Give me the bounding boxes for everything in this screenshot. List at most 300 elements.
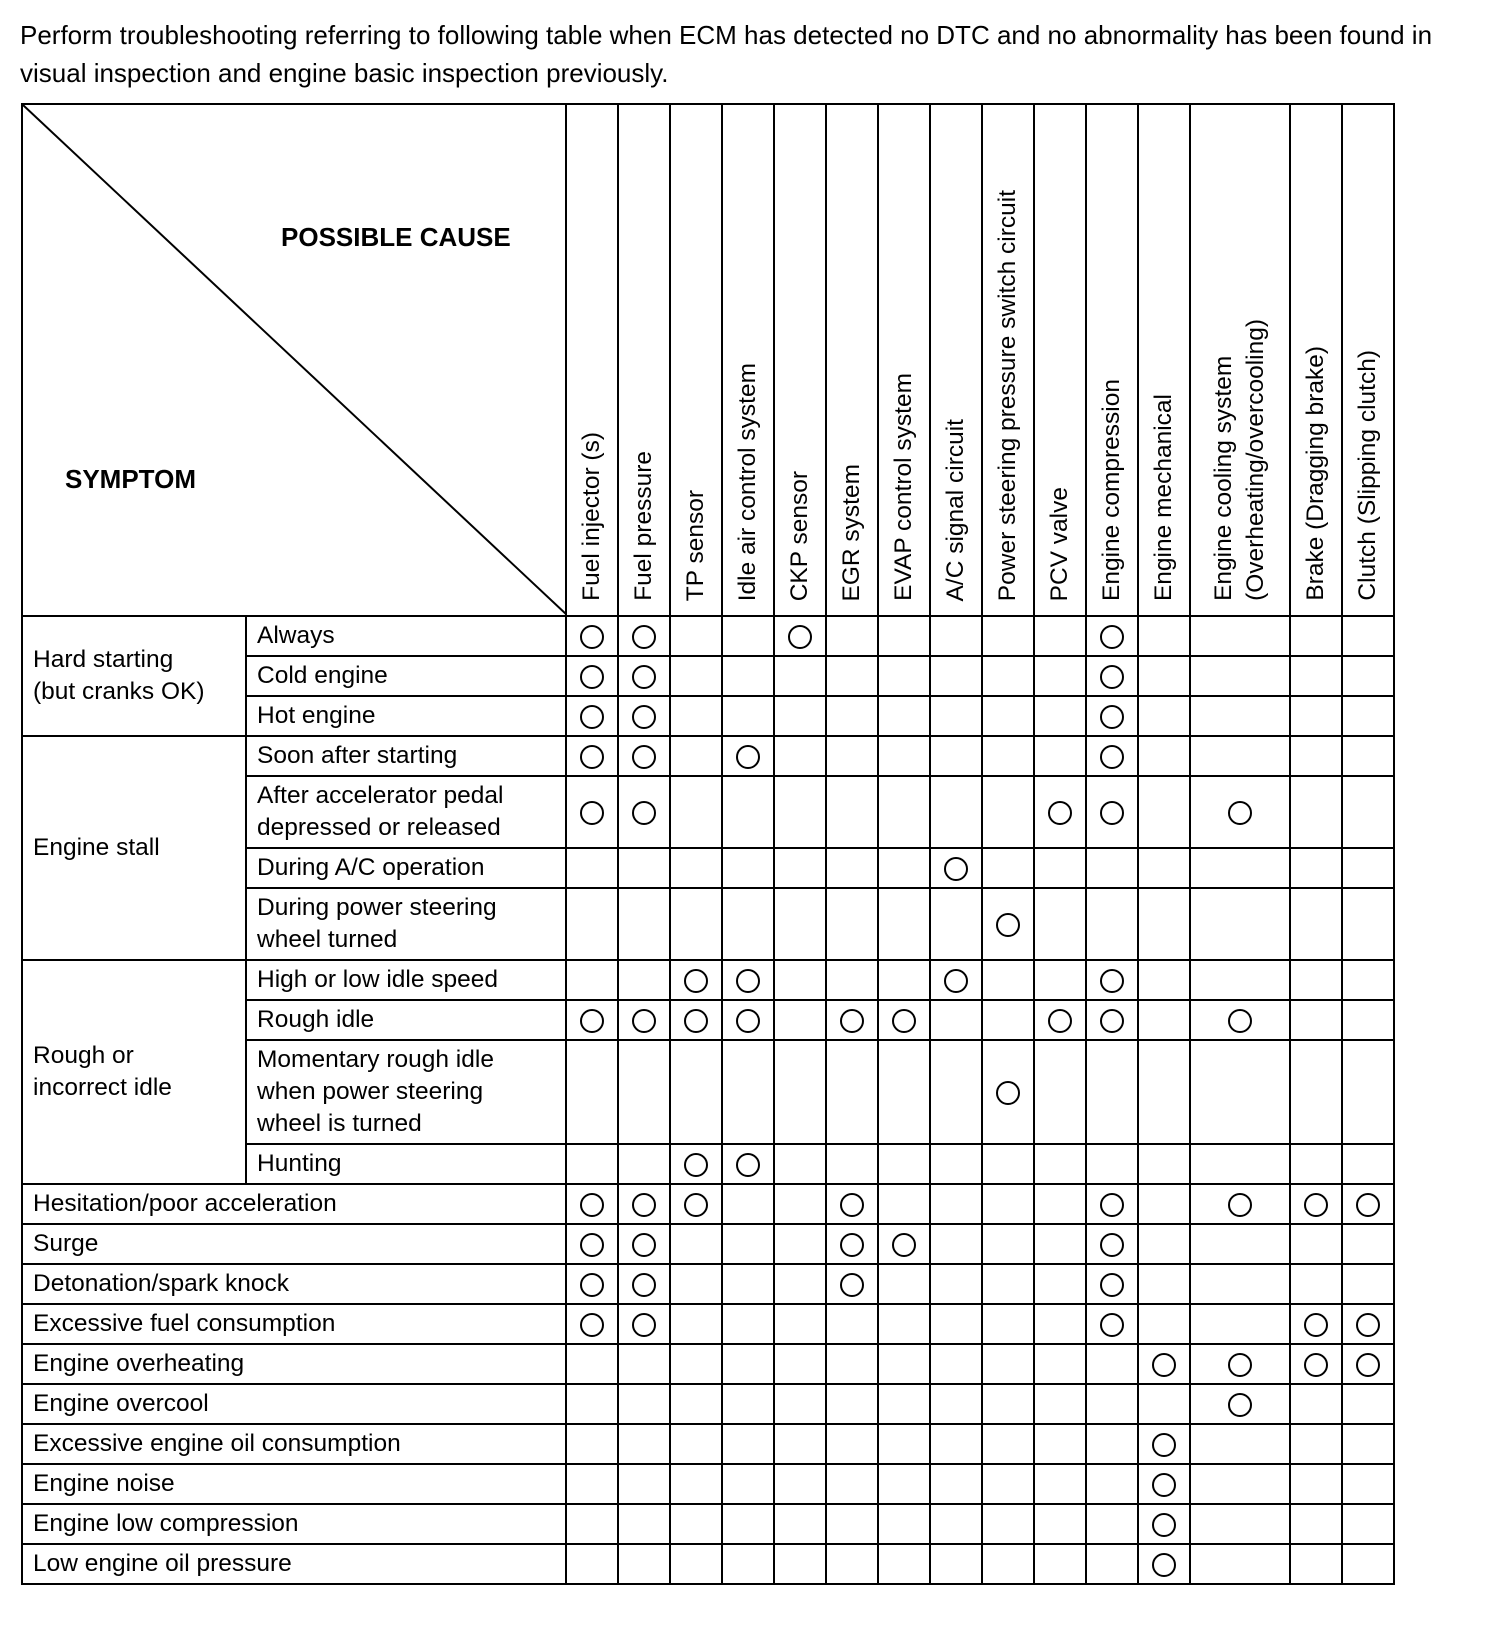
mark-cell xyxy=(930,776,982,848)
mark-cell xyxy=(618,1184,670,1224)
mark-cell xyxy=(670,656,722,696)
mark-cell xyxy=(566,1464,618,1504)
mark-cell xyxy=(722,1344,774,1384)
mark-cell xyxy=(1190,1544,1290,1584)
mark-cell xyxy=(982,776,1034,848)
mark-cell xyxy=(1342,960,1394,1000)
circle-mark-icon xyxy=(1152,1353,1176,1377)
circle-mark-icon xyxy=(1100,1313,1124,1337)
mark-cell xyxy=(982,1544,1034,1584)
mark-cell xyxy=(1138,1000,1190,1040)
circle-mark-icon xyxy=(684,1153,708,1177)
mark-cell xyxy=(878,1424,930,1464)
mark-cell xyxy=(1034,1264,1086,1304)
mark-cell xyxy=(1086,776,1138,848)
mark-cell xyxy=(1290,1040,1342,1144)
circle-mark-icon xyxy=(996,913,1020,937)
mark-cell xyxy=(1290,1464,1342,1504)
mark-cell xyxy=(1190,616,1290,656)
symptom-label: After accelerator pedal depressed or released xyxy=(246,776,566,848)
mark-cell xyxy=(1138,1464,1190,1504)
mark-cell xyxy=(878,1264,930,1304)
circle-mark-icon xyxy=(1048,1009,1072,1033)
mark-cell xyxy=(826,616,878,656)
mark-cell xyxy=(826,1384,878,1424)
mark-cell xyxy=(826,736,878,776)
cause-header-engine-mechanical xyxy=(1138,104,1190,616)
mark-cell xyxy=(1138,1344,1190,1384)
mark-cell xyxy=(1190,1224,1290,1264)
mark-cell xyxy=(1034,616,1086,656)
mark-cell xyxy=(618,1304,670,1344)
mark-cell xyxy=(826,1424,878,1464)
mark-cell xyxy=(618,656,670,696)
mark-cell xyxy=(1086,616,1138,656)
mark-cell xyxy=(618,1384,670,1424)
mark-cell xyxy=(670,1144,722,1184)
mark-cell xyxy=(1086,1504,1138,1544)
mark-cell xyxy=(1138,1224,1190,1264)
mark-cell xyxy=(982,1000,1034,1040)
mark-cell xyxy=(1342,656,1394,696)
mark-cell xyxy=(670,1000,722,1040)
mark-cell xyxy=(982,1384,1034,1424)
mark-cell xyxy=(774,1000,826,1040)
mark-cell xyxy=(826,1544,878,1584)
circle-mark-icon xyxy=(944,969,968,993)
mark-cell xyxy=(1034,1344,1086,1384)
circle-mark-icon xyxy=(1100,1273,1124,1297)
mark-cell xyxy=(722,1384,774,1424)
mark-cell xyxy=(826,1504,878,1544)
mark-cell xyxy=(774,1464,826,1504)
symptom-group-rough-idle: Rough or incorrect idle xyxy=(22,960,246,1184)
circle-mark-icon xyxy=(840,1193,864,1217)
symptom-row-engine-low-compression xyxy=(22,1504,1394,1544)
mark-cell xyxy=(618,1040,670,1144)
mark-cell xyxy=(930,1504,982,1544)
mark-cell xyxy=(618,1504,670,1544)
mark-cell xyxy=(722,960,774,1000)
circle-mark-icon xyxy=(840,1233,864,1257)
symptom-label: During A/C operation xyxy=(246,848,566,888)
mark-cell xyxy=(1138,696,1190,736)
mark-cell xyxy=(1342,1264,1394,1304)
symptom-row-engine-overcool xyxy=(22,1384,1394,1424)
mark-cell xyxy=(1190,1424,1290,1464)
mark-cell xyxy=(618,736,670,776)
mark-cell xyxy=(1190,696,1290,736)
circle-mark-icon xyxy=(736,969,760,993)
circle-mark-icon xyxy=(632,1313,656,1337)
circle-mark-icon xyxy=(1228,1009,1252,1033)
mark-cell xyxy=(722,1464,774,1504)
mark-cell xyxy=(1190,1304,1290,1344)
cause-label: EGR system xyxy=(838,463,865,601)
mark-cell xyxy=(618,1344,670,1384)
mark-cell xyxy=(982,736,1034,776)
circle-mark-icon xyxy=(632,745,656,769)
mark-cell xyxy=(1086,1000,1138,1040)
mark-cell xyxy=(722,888,774,960)
cause-label: A/C signal circuit xyxy=(942,418,969,601)
circle-mark-icon xyxy=(580,1273,604,1297)
mark-cell xyxy=(566,1184,618,1224)
mark-cell xyxy=(722,696,774,736)
mark-cell xyxy=(982,696,1034,736)
circle-mark-icon xyxy=(892,1009,916,1033)
mark-cell xyxy=(670,888,722,960)
mark-cell xyxy=(1034,1040,1086,1144)
cause-header-engine-cooling-system-overheating-overcooling xyxy=(1190,104,1290,616)
mark-cell xyxy=(982,848,1034,888)
mark-cell xyxy=(774,616,826,656)
mark-cell xyxy=(930,736,982,776)
mark-cell xyxy=(1034,1304,1086,1344)
mark-cell xyxy=(1034,1144,1086,1184)
mark-cell xyxy=(826,1184,878,1224)
circle-mark-icon xyxy=(1100,801,1124,825)
cause-header-evap-control-system xyxy=(878,104,930,616)
symptom-label: Low engine oil pressure xyxy=(22,1544,566,1584)
mark-cell xyxy=(930,848,982,888)
mark-cell xyxy=(1290,1224,1342,1264)
symptom-row-low-engine-oil-pressure xyxy=(22,1544,1394,1584)
mark-cell xyxy=(1190,736,1290,776)
mark-cell xyxy=(1290,736,1342,776)
mark-cell xyxy=(1190,1384,1290,1424)
symptom-row-detonation-spark-knock xyxy=(22,1264,1394,1304)
mark-cell xyxy=(1086,1184,1138,1224)
mark-cell xyxy=(1138,1040,1190,1144)
mark-cell xyxy=(1034,696,1086,736)
mark-cell xyxy=(1190,1144,1290,1184)
mark-cell xyxy=(1086,1304,1138,1344)
mark-cell xyxy=(826,1224,878,1264)
cause-header-a-c-signal-circuit xyxy=(930,104,982,616)
circle-mark-icon xyxy=(632,705,656,729)
mark-cell xyxy=(1290,1144,1342,1184)
mark-cell xyxy=(722,656,774,696)
cause-header-fuel-pressure xyxy=(618,104,670,616)
mark-cell xyxy=(1290,1184,1342,1224)
mark-cell xyxy=(1290,616,1342,656)
mark-cell xyxy=(774,1504,826,1544)
mark-cell xyxy=(878,1504,930,1544)
mark-cell xyxy=(1034,888,1086,960)
mark-cell xyxy=(982,1424,1034,1464)
symptom-label: Hot engine xyxy=(246,696,566,736)
circle-mark-icon xyxy=(1100,625,1124,649)
mark-cell xyxy=(1034,1224,1086,1264)
mark-cell xyxy=(670,616,722,656)
symptom-label: Hesitation/poor acceleration xyxy=(22,1184,566,1224)
cause-label: Brake (Dragging brake) xyxy=(1302,346,1329,601)
cause-header-fuel-injector-s xyxy=(566,104,618,616)
mark-cell xyxy=(670,696,722,736)
mark-cell xyxy=(566,1224,618,1264)
troubleshooting-table xyxy=(21,103,1395,1585)
mark-cell xyxy=(878,656,930,696)
mark-cell xyxy=(826,888,878,960)
symptom-row-surge xyxy=(22,1224,1394,1264)
circle-mark-icon xyxy=(580,705,604,729)
mark-cell xyxy=(670,1224,722,1264)
mark-cell xyxy=(774,1544,826,1584)
circle-mark-icon xyxy=(1228,1393,1252,1417)
symptom-label: Engine overheating xyxy=(22,1344,566,1384)
mark-cell xyxy=(1342,1344,1394,1384)
mark-cell xyxy=(1034,1544,1086,1584)
mark-cell xyxy=(930,1224,982,1264)
mark-cell xyxy=(1034,776,1086,848)
mark-cell xyxy=(670,1040,722,1144)
circle-mark-icon xyxy=(580,665,604,689)
circle-mark-icon xyxy=(580,745,604,769)
mark-cell xyxy=(878,1224,930,1264)
mark-cell xyxy=(878,1040,930,1144)
mark-cell xyxy=(1138,1384,1190,1424)
mark-cell xyxy=(878,1544,930,1584)
symptom-label: Hunting xyxy=(246,1144,566,1184)
circle-mark-icon xyxy=(684,969,708,993)
mark-cell xyxy=(1034,736,1086,776)
mark-cell xyxy=(774,1224,826,1264)
mark-cell xyxy=(982,1264,1034,1304)
mark-cell xyxy=(1034,1424,1086,1464)
mark-cell xyxy=(670,1184,722,1224)
cause-label: TP sensor xyxy=(682,489,709,601)
cause-header-power-steering-pressure-switch-circuit xyxy=(982,104,1034,616)
mark-cell xyxy=(722,1544,774,1584)
mark-cell xyxy=(1086,1544,1138,1584)
mark-cell xyxy=(1290,960,1342,1000)
mark-cell xyxy=(878,1184,930,1224)
circle-mark-icon xyxy=(1304,1353,1328,1377)
circle-mark-icon xyxy=(1100,1193,1124,1217)
mark-cell xyxy=(1086,848,1138,888)
mark-cell xyxy=(774,888,826,960)
mark-cell xyxy=(1138,1544,1190,1584)
circle-mark-icon xyxy=(632,801,656,825)
mark-cell xyxy=(1342,1384,1394,1424)
mark-cell xyxy=(670,960,722,1000)
symptom-group-hard-starting: Hard starting (but cranks OK) xyxy=(22,616,246,736)
mark-cell xyxy=(982,888,1034,960)
mark-cell xyxy=(774,1040,826,1144)
mark-cell xyxy=(722,736,774,776)
mark-cell xyxy=(670,736,722,776)
mark-cell xyxy=(1190,888,1290,960)
circle-mark-icon xyxy=(840,1273,864,1297)
mark-cell xyxy=(878,1304,930,1344)
cause-label: Idle air control system xyxy=(734,362,761,601)
mark-cell xyxy=(930,1424,982,1464)
circle-mark-icon xyxy=(632,625,656,649)
mark-cell xyxy=(826,696,878,736)
mark-cell xyxy=(566,1424,618,1464)
mark-cell xyxy=(930,1144,982,1184)
mark-cell xyxy=(826,776,878,848)
diagonal-line xyxy=(23,105,567,615)
mark-cell xyxy=(774,696,826,736)
mark-cell xyxy=(1342,1144,1394,1184)
mark-cell xyxy=(1086,736,1138,776)
mark-cell xyxy=(1138,1504,1190,1544)
intro-text: Perform troubleshooting referring to following table when ECM has detected no DTC and no abnormality has been found in visual inspection and engine basic inspection previously. xyxy=(20,20,1433,88)
mark-cell xyxy=(1290,1424,1342,1464)
circle-mark-icon xyxy=(1100,745,1124,769)
mark-cell xyxy=(878,696,930,736)
possible-cause-label: POSSIBLE CAUSE xyxy=(281,222,511,252)
mark-cell xyxy=(1290,696,1342,736)
circle-mark-icon xyxy=(580,1233,604,1257)
mark-cell xyxy=(878,1344,930,1384)
circle-mark-icon xyxy=(580,1193,604,1217)
circle-mark-icon xyxy=(632,1233,656,1257)
mark-cell xyxy=(826,1264,878,1304)
mark-cell xyxy=(1034,1464,1086,1504)
symptom-label: Excessive engine oil consumption xyxy=(22,1424,566,1464)
mark-cell xyxy=(1190,960,1290,1000)
cause-header-ckp-sensor xyxy=(774,104,826,616)
mark-cell xyxy=(774,1144,826,1184)
mark-cell xyxy=(1138,616,1190,656)
mark-cell xyxy=(670,1384,722,1424)
mark-cell xyxy=(826,1040,878,1144)
circle-mark-icon xyxy=(632,1193,656,1217)
cause-header-tp-sensor xyxy=(670,104,722,616)
circle-mark-icon xyxy=(1152,1553,1176,1577)
mark-cell xyxy=(878,1000,930,1040)
mark-cell xyxy=(566,1264,618,1304)
mark-cell xyxy=(1138,736,1190,776)
mark-cell xyxy=(1190,1264,1290,1304)
mark-cell xyxy=(722,776,774,848)
mark-cell xyxy=(1086,960,1138,1000)
symptom-label: Engine low compression xyxy=(22,1504,566,1544)
mark-cell xyxy=(1086,1264,1138,1304)
circle-mark-icon xyxy=(736,1009,760,1033)
mark-cell xyxy=(1342,1464,1394,1504)
mark-cell xyxy=(1290,656,1342,696)
mark-cell xyxy=(878,848,930,888)
mark-cell xyxy=(1342,888,1394,960)
mark-cell xyxy=(930,1184,982,1224)
cause-label: Power steering pressure switch circuit xyxy=(994,189,1021,601)
symptom-label: SYMPTOM xyxy=(65,464,196,494)
mark-cell xyxy=(878,1144,930,1184)
circle-mark-icon xyxy=(1356,1313,1380,1337)
mark-cell xyxy=(1086,888,1138,960)
mark-cell xyxy=(774,736,826,776)
mark-cell xyxy=(1342,696,1394,736)
mark-cell xyxy=(566,776,618,848)
mark-cell xyxy=(722,848,774,888)
mark-cell xyxy=(1086,1144,1138,1184)
mark-cell xyxy=(618,888,670,960)
mark-cell xyxy=(722,1184,774,1224)
cause-header-clutch-slipping-clutch xyxy=(1342,104,1394,616)
cause-label: Clutch (Slipping clutch) xyxy=(1354,350,1381,601)
mark-cell xyxy=(1086,1224,1138,1264)
symptom-label: Cold engine xyxy=(246,656,566,696)
circle-mark-icon xyxy=(580,801,604,825)
mark-cell xyxy=(1342,1184,1394,1224)
mark-cell xyxy=(618,1544,670,1584)
mark-cell xyxy=(618,1144,670,1184)
mark-cell xyxy=(930,1264,982,1304)
symptom-row-soon-after-starting xyxy=(22,736,1394,776)
mark-cell xyxy=(1086,1464,1138,1504)
mark-cell xyxy=(1190,1344,1290,1384)
symptom-row-always xyxy=(22,616,1394,656)
cause-label: CKP sensor xyxy=(786,470,813,601)
mark-cell xyxy=(1290,1264,1342,1304)
mark-cell xyxy=(670,776,722,848)
mark-cell xyxy=(670,1344,722,1384)
circle-mark-icon xyxy=(632,1273,656,1297)
mark-cell xyxy=(878,888,930,960)
mark-cell xyxy=(618,1464,670,1504)
mark-cell xyxy=(1190,1000,1290,1040)
mark-cell xyxy=(878,776,930,848)
mark-cell xyxy=(1290,1504,1342,1544)
cause-header-idle-air-control-system xyxy=(722,104,774,616)
symptom-label: Soon after starting xyxy=(246,736,566,776)
mark-cell xyxy=(566,696,618,736)
mark-cell xyxy=(826,848,878,888)
mark-cell xyxy=(1290,776,1342,848)
mark-cell xyxy=(566,1544,618,1584)
symptom-group-engine-stall: Engine stall xyxy=(22,736,246,960)
mark-cell xyxy=(774,776,826,848)
mark-cell xyxy=(930,656,982,696)
mark-cell xyxy=(566,616,618,656)
circle-mark-icon xyxy=(736,745,760,769)
mark-cell xyxy=(566,1344,618,1384)
mark-cell xyxy=(618,1264,670,1304)
mark-cell xyxy=(1342,776,1394,848)
mark-cell xyxy=(1290,888,1342,960)
mark-cell xyxy=(1086,1384,1138,1424)
cause-label: Engine mechanical xyxy=(1150,393,1177,601)
circle-mark-icon xyxy=(1304,1313,1328,1337)
mark-cell xyxy=(930,1000,982,1040)
circle-mark-icon xyxy=(840,1009,864,1033)
symptom-label: High or low idle speed xyxy=(246,960,566,1000)
symptom-label: Detonation/spark knock xyxy=(22,1264,566,1304)
mark-cell xyxy=(566,1040,618,1144)
circle-mark-icon xyxy=(1100,1009,1124,1033)
mark-cell xyxy=(982,1040,1034,1144)
circle-mark-icon xyxy=(788,625,812,649)
circle-mark-icon xyxy=(1356,1353,1380,1377)
circle-mark-icon xyxy=(684,1009,708,1033)
mark-cell xyxy=(722,1504,774,1544)
cause-label: Fuel injector (s) xyxy=(578,432,605,601)
mark-cell xyxy=(722,1304,774,1344)
mark-cell xyxy=(1138,656,1190,696)
mark-cell xyxy=(930,616,982,656)
mark-cell xyxy=(1034,848,1086,888)
circle-mark-icon xyxy=(632,1009,656,1033)
mark-cell xyxy=(1086,656,1138,696)
circle-mark-icon xyxy=(996,1081,1020,1105)
symptom-label: Engine noise xyxy=(22,1464,566,1504)
circle-mark-icon xyxy=(1228,1353,1252,1377)
mark-cell xyxy=(1342,1224,1394,1264)
